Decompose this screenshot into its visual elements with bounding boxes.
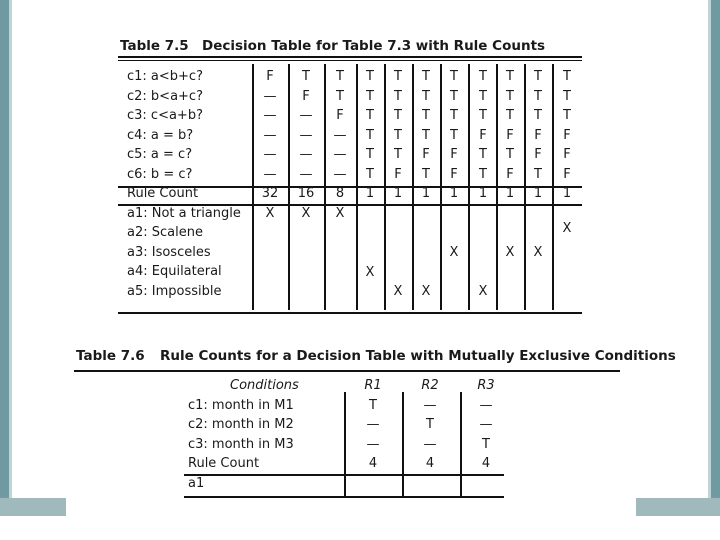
condition-entry: F (563, 127, 571, 143)
rule-count-value: 16 (297, 186, 315, 201)
condition-label: c6: b = c? (127, 166, 193, 182)
table2-col-divider (460, 392, 462, 496)
rule-count-label: Rule Count (127, 186, 199, 201)
condition-entry: T (394, 127, 402, 143)
action-mark: X (335, 205, 345, 221)
condition-entry: T (366, 69, 374, 84)
table1-bottom-rule (118, 312, 582, 314)
table1-top-rule (118, 56, 582, 58)
condition-entry: T (563, 88, 571, 104)
condition-entry: T (450, 88, 458, 104)
condition-entry: — (366, 436, 380, 452)
condition-entry: T (563, 108, 571, 123)
condition-entry: T (422, 88, 430, 104)
action-label: a1 (188, 475, 205, 491)
table1-col-divider (288, 64, 290, 310)
condition-entry: F (506, 166, 514, 182)
condition-entry: F (563, 166, 571, 182)
condition-entry: F (336, 108, 344, 123)
condition-entry: T (479, 69, 487, 84)
action-mark: X (533, 244, 543, 260)
condition-entry: T (302, 69, 310, 84)
condition-entry: F (534, 127, 542, 143)
rule-count-value: 1 (562, 186, 572, 201)
condition-entry: F (534, 147, 542, 162)
rule-header: R1 (364, 378, 382, 393)
condition-label: c5: a = c? (127, 147, 193, 162)
condition-entry: F (394, 166, 402, 182)
rule-count-value: 1 (393, 186, 403, 201)
condition-entry: F (563, 147, 571, 162)
table2-col-divider (344, 392, 346, 496)
table1-number: Table 7.5 (120, 38, 189, 54)
rule-count-value: 32 (261, 186, 279, 201)
condition-entry: T (506, 147, 514, 162)
condition-entry: T (479, 108, 487, 123)
condition-entry: T (422, 166, 430, 182)
action-label: a4: Equilateral (127, 264, 222, 279)
action-mark: X (393, 283, 403, 299)
table1-title: Decision Table for Table 7.3 with Rule Counts (202, 38, 546, 54)
condition-entry: — (366, 417, 380, 432)
condition-entry: — (479, 397, 493, 413)
action-mark: X (265, 205, 275, 221)
condition-entry: T (394, 108, 402, 123)
condition-entry: T (534, 88, 542, 104)
condition-entry: T (366, 166, 374, 182)
condition-entry: T (336, 69, 344, 84)
action-mark: X (421, 283, 431, 299)
condition-entry: T (506, 69, 514, 84)
condition-entry: T (450, 69, 458, 84)
table2-col-divider (402, 392, 404, 496)
condition-entry: F (506, 127, 514, 143)
condition-entry: T (366, 88, 374, 104)
condition-label: c2: b<a+c? (127, 88, 203, 104)
table2-number: Table 7.6 (76, 348, 145, 364)
condition-entry: T (534, 69, 542, 84)
condition-entry: T (482, 436, 490, 452)
condition-entry: — (299, 127, 313, 143)
condition-entry: — (333, 127, 347, 143)
rule-count-value: 1 (478, 186, 488, 201)
condition-entry: T (479, 166, 487, 182)
action-mark: X (301, 205, 311, 221)
condition-entry: F (450, 147, 458, 162)
condition-entry: — (299, 108, 313, 123)
condition-entry: T (336, 88, 344, 104)
rule-count-label: Rule Count (188, 456, 260, 471)
condition-entry: T (450, 127, 458, 143)
rule-header: R3 (477, 378, 495, 393)
rule-count-value: 1 (533, 186, 543, 201)
rule-count-value: 4 (368, 456, 378, 471)
condition-entry: T (563, 69, 571, 84)
condition-entry: F (266, 69, 274, 84)
condition-label: c3: c<a+b? (127, 108, 203, 123)
rule-count-value: 1 (505, 186, 515, 201)
action-mark: X (562, 221, 572, 236)
action-label: a5: Impossible (127, 283, 222, 299)
condition-entry: T (426, 417, 434, 432)
condition-entry: — (263, 147, 277, 162)
table2-top-rule (74, 370, 620, 372)
rule-header: R2 (421, 378, 439, 393)
action-mark: X (449, 244, 459, 260)
condition-entry: T (534, 108, 542, 123)
condition-label: c1: month in M1 (188, 397, 294, 413)
condition-entry: T (422, 69, 430, 84)
table1-col-divider (252, 64, 254, 310)
action-label: a2: Scalene (127, 225, 203, 240)
rule-count-value: 4 (425, 456, 435, 471)
condition-entry: T (479, 147, 487, 162)
condition-entry: — (299, 166, 313, 182)
table2-bottom-rule (184, 496, 504, 498)
action-mark: X (505, 244, 515, 260)
slide-frame-left-accent (9, 0, 12, 540)
condition-entry: T (394, 147, 402, 162)
rule-count-value: 4 (481, 456, 491, 471)
condition-entry: — (263, 88, 277, 104)
condition-entry: F (479, 127, 487, 143)
condition-entry: — (263, 166, 277, 182)
condition-label: c1: a<b+c? (127, 69, 203, 84)
condition-entry: — (333, 147, 347, 162)
condition-label: c2: month in M2 (188, 417, 294, 432)
action-label: a1: Not a triangle (127, 205, 241, 221)
condition-entry: T (422, 108, 430, 123)
condition-entry: T (534, 166, 542, 182)
condition-entry: T (450, 108, 458, 123)
condition-entry: — (333, 166, 347, 182)
action-mark: X (478, 283, 488, 299)
table1-top-rule-2 (118, 60, 582, 61)
condition-entry: — (423, 397, 437, 413)
condition-entry: F (422, 147, 430, 162)
condition-entry: T (422, 127, 430, 143)
condition-entry: T (479, 88, 487, 104)
condition-entry: T (506, 108, 514, 123)
table2-title: Rule Counts for a Decision Table with Mutually Exclusive Conditions (160, 348, 676, 364)
condition-entry: T (394, 88, 402, 104)
slide-frame-left (0, 0, 9, 540)
condition-entry: T (369, 397, 377, 413)
condition-entry: — (263, 127, 277, 143)
condition-label: c3: month in M3 (188, 436, 294, 452)
condition-entry: F (450, 166, 458, 182)
condition-label: c4: a = b? (127, 127, 194, 143)
rule-count-value: 1 (365, 186, 375, 201)
rule-count-value: 1 (421, 186, 431, 201)
action-label: a3: Isosceles (127, 244, 211, 260)
action-mark: X (365, 265, 375, 280)
slide-frame-right-accent (708, 0, 711, 540)
condition-entry: T (366, 147, 374, 162)
condition-entry: — (479, 417, 493, 432)
conditions-header: Conditions (230, 378, 299, 393)
slide-footer-strip (0, 516, 720, 540)
condition-entry: T (394, 69, 402, 84)
condition-entry: — (299, 147, 313, 162)
slide-frame-right (711, 0, 720, 540)
condition-entry: F (302, 88, 310, 104)
condition-entry: — (263, 108, 277, 123)
table1-col-divider (324, 64, 326, 310)
condition-entry: T (366, 127, 374, 143)
condition-entry: — (423, 436, 437, 452)
rule-count-value: 1 (449, 186, 459, 201)
condition-entry: T (506, 88, 514, 104)
rule-count-value: 8 (335, 186, 345, 201)
condition-entry: T (366, 108, 374, 123)
